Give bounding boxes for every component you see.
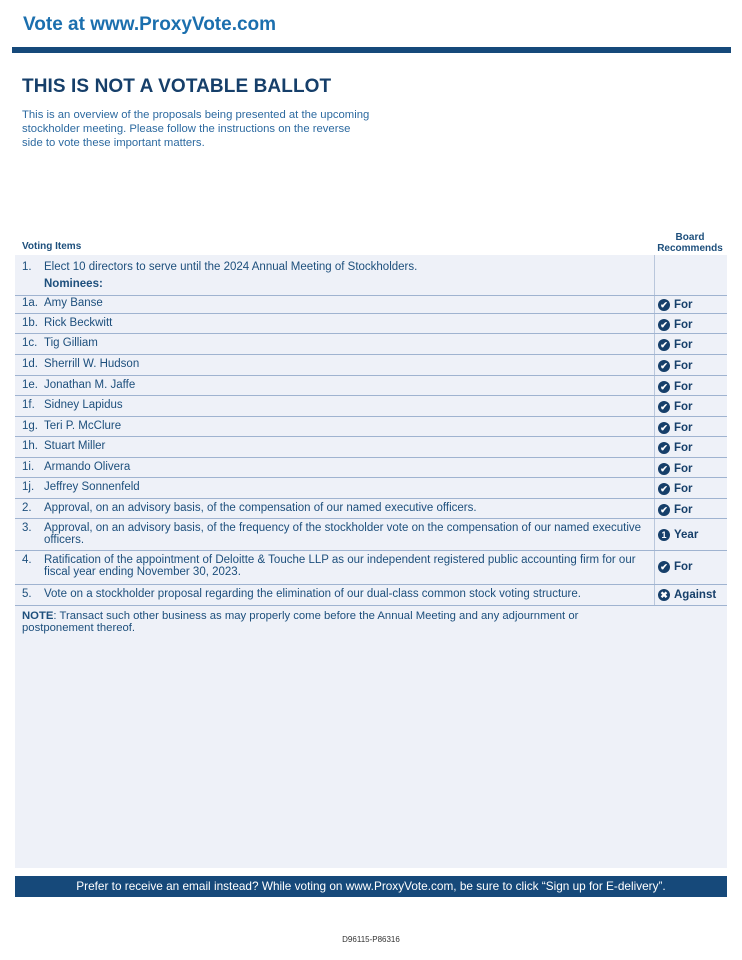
- item-number: 3.: [22, 522, 32, 534]
- item-number: 1d.: [22, 358, 38, 370]
- checkmark-icon: ✔: [658, 401, 670, 413]
- board-recommendation: [658, 561, 693, 573]
- voting-item-row: [15, 314, 727, 334]
- header-title: Vote at www.ProxyVote.com: [23, 14, 277, 35]
- item-number: 1g.: [22, 420, 38, 432]
- header-rule: [12, 47, 731, 53]
- checkmark-icon: ✔: [658, 422, 670, 434]
- recommendation-label: For: [674, 483, 693, 495]
- item-text: Jeffrey Sonnenfeld: [44, 481, 140, 493]
- voting-item-row: [15, 334, 727, 355]
- item-number: 1.: [22, 261, 32, 273]
- checkmark-icon: ✔: [658, 483, 670, 495]
- recommendation-label: For: [674, 339, 693, 351]
- voting-item-row: [15, 255, 727, 296]
- item-text: Rick Beckwitt: [44, 317, 113, 329]
- checkmark-icon: ✔: [658, 561, 670, 573]
- voting-item-row: [15, 437, 727, 458]
- item-number: 4.: [22, 554, 32, 566]
- item-text: Sherrill W. Hudson: [44, 358, 140, 370]
- item-number: 1h.: [22, 440, 38, 452]
- nominees-subheading: Nominees:: [44, 278, 103, 290]
- board-recommendation: [658, 299, 693, 311]
- item-text: Armando Olivera: [44, 461, 131, 473]
- item-text: Teri P. McClure: [44, 420, 122, 432]
- voting-item-row: [15, 296, 727, 314]
- item-number: 2.: [22, 502, 32, 514]
- recommendation-label: For: [674, 401, 693, 413]
- checkmark-icon: ✔: [658, 442, 670, 454]
- item-number: 1j.: [22, 481, 35, 493]
- checkmark-icon: ✔: [658, 299, 670, 311]
- checkmark-icon: ✔: [658, 463, 670, 475]
- voting-item-row: [15, 519, 727, 551]
- recommendation-label: Year: [674, 529, 699, 541]
- checkmark-icon: ✔: [658, 381, 670, 393]
- recommendation-label: For: [674, 463, 693, 475]
- voting-item-row: [15, 396, 727, 417]
- intro-text: This is an overview of the proposals being presented at the upcoming stockholder meeting. Please follow the instructions on the reverse side to vote these important matters.: [22, 109, 370, 149]
- item-text: Tig Gilliam: [44, 337, 98, 349]
- recommendation-label: For: [674, 422, 693, 434]
- voting-item-row: [15, 499, 727, 519]
- voting-item-row: [15, 376, 727, 396]
- voting-item-row: [15, 355, 727, 376]
- board-recommendation: [658, 442, 693, 454]
- item-text: Amy Banse: [44, 297, 103, 309]
- board-recommendation: [658, 504, 693, 516]
- voting-item-row: [15, 585, 727, 606]
- recommendation-label: Against: [674, 589, 717, 601]
- recommendation-label: For: [674, 319, 693, 331]
- item-text: Sidney Lapidus: [44, 399, 123, 411]
- board-recommends-heading: Board Recommends: [657, 232, 723, 254]
- board-recommendation: [658, 589, 716, 601]
- checkmark-icon: ✔: [658, 360, 670, 372]
- voting-item-row: [15, 551, 727, 585]
- board-recommendation: [658, 529, 698, 541]
- recommendation-label: For: [674, 561, 693, 573]
- board-recommendation: [658, 422, 693, 434]
- board-recommendation: [658, 381, 693, 393]
- item-number: 1e.: [22, 379, 38, 391]
- checkmark-icon: ✔: [658, 504, 670, 516]
- item-text: Vote on a stockholder proposal regarding the elimination of our dual-class common stock voting structure.: [44, 588, 581, 600]
- item-text: Jonathan M. Jaffe: [44, 379, 136, 391]
- item-text: Ratification of the appointment of Deloitte & Touche LLP as our independent registered public accounting firm for our fiscal year ending November 30, 2023.: [44, 554, 636, 578]
- recommendation-label: For: [674, 442, 693, 454]
- x-icon: ✖: [658, 589, 670, 601]
- board-recommendation: [658, 401, 693, 413]
- recommendation-label: For: [674, 504, 693, 516]
- item-number: 1f.: [22, 399, 35, 411]
- item-text: Approval, on an advisory basis, of the compensation of our named executive officers.: [44, 502, 477, 514]
- item-number: 1a.: [22, 297, 38, 309]
- e-delivery-banner: Prefer to receive an email instead? While voting on www.ProxyVote.com, be sure to click “Sign up for E-delivery”.: [15, 876, 727, 897]
- board-recommendation: [658, 319, 693, 331]
- item-text: Approval, on an advisory basis, of the frequency of the stockholder vote on the compensation of our named executive officers.: [44, 522, 642, 546]
- voting-item-row: [15, 458, 727, 478]
- recommendation-label: For: [674, 299, 693, 311]
- number-one-icon: 1: [658, 529, 670, 541]
- recommendation-label: For: [674, 381, 693, 393]
- checkmark-icon: ✔: [658, 319, 670, 331]
- board-recommendation: [658, 483, 693, 495]
- item-number: 1c.: [22, 337, 38, 349]
- board-recommendation: [658, 360, 693, 372]
- checkmark-icon: ✔: [658, 339, 670, 351]
- recommendation-label: For: [674, 360, 693, 372]
- board-recommendation: [658, 339, 693, 351]
- item-number: 1b.: [22, 317, 38, 329]
- document-code: D96115-P86316: [342, 935, 400, 944]
- voting-item-row: [15, 417, 727, 437]
- item-number: 5.: [22, 588, 32, 600]
- item-text: Elect 10 directors to serve until the 2024 Annual Meeting of Stockholders.: [44, 261, 418, 273]
- voting-items-heading: Voting Items: [22, 241, 82, 252]
- item-text: Stuart Miller: [44, 440, 106, 452]
- note: NOTE: Transact such other business as may properly come before the Annual Meeting and any adjournment or postponement thereof.: [22, 610, 579, 634]
- ballot-title: THIS IS NOT A VOTABLE BALLOT: [22, 76, 332, 97]
- item-number: 1i.: [22, 461, 35, 473]
- voting-item-row: [15, 478, 727, 499]
- board-recommendation: [658, 463, 693, 475]
